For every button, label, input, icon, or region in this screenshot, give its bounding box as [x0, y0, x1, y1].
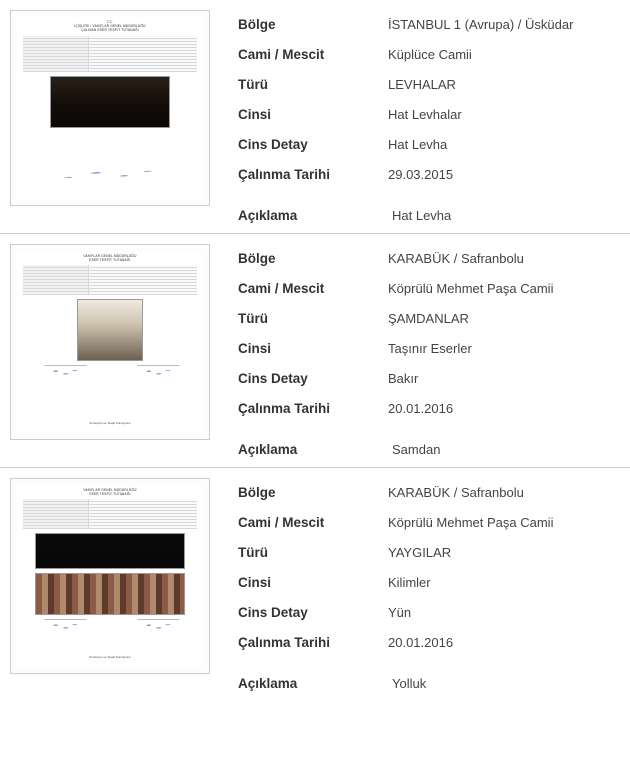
field-label: Bölge	[238, 251, 276, 266]
field-aciklama	[238, 658, 618, 691]
field-value: 29.03.2015	[388, 167, 454, 182]
field-label: Cins Detay	[238, 605, 308, 620]
document-photo-thumbnail[interactable]	[10, 10, 210, 206]
field-turu	[238, 304, 618, 334]
field-aciklama	[238, 190, 618, 223]
field-label: Cins Detay	[238, 371, 308, 386]
field-label: Türü	[238, 77, 268, 92]
field-value: YAYGILAR	[388, 545, 452, 560]
field-value: Köprülü Mehmet Paşa Camii	[388, 515, 554, 530]
record-thumbnail-wrapper	[0, 244, 210, 440]
field-aciklama	[238, 424, 618, 457]
signature-mark	[134, 365, 179, 379]
document-footer-text: Komisyon ve Tespit Komisyonu	[89, 421, 131, 425]
artifact-photo	[35, 533, 185, 569]
document-table-row	[23, 526, 197, 529]
field-cinsi	[238, 568, 618, 598]
field-label: Cami / Mescit	[238, 47, 325, 62]
field-label: Açıklama	[238, 676, 298, 691]
record-fields	[210, 244, 630, 457]
record-fields	[210, 478, 630, 691]
field-cins-detay	[238, 130, 618, 160]
field-label: Cami / Mescit	[238, 281, 325, 296]
record-row	[0, 0, 630, 234]
field-value: ŞAMDANLAR	[388, 311, 469, 326]
record-fields	[210, 10, 630, 223]
field-label: Açıklama	[238, 442, 298, 457]
field-calinma-tarihi	[238, 394, 618, 424]
field-label: Çalınma Tarihi	[238, 167, 331, 182]
document-table-row	[23, 69, 197, 72]
field-calinma-tarihi	[238, 160, 618, 190]
field-value: KARABÜK / Safranbolu	[388, 485, 524, 500]
field-value: LEVHALAR	[388, 77, 456, 92]
field-cins-detay	[238, 364, 618, 394]
field-cami	[238, 508, 618, 538]
field-label: Cami / Mescit	[238, 515, 325, 530]
field-label: Cinsi	[238, 575, 272, 590]
document-heading: VAKIFLAR GENEL MÜDÜRLÜĞÜ ESER TESPİT TUTANAĞI	[83, 488, 137, 497]
field-label: Cinsi	[238, 341, 272, 356]
record-thumbnail-wrapper	[0, 10, 210, 206]
document-table	[17, 36, 203, 72]
field-value: 20.01.2016	[388, 401, 454, 416]
field-value: Yolluk	[392, 676, 427, 691]
field-cinsi	[238, 334, 618, 364]
scanned-document	[17, 251, 203, 433]
field-cinsi	[238, 100, 618, 130]
document-photo-thumbnail[interactable]	[10, 244, 210, 440]
field-value: Taşınır Eserler	[388, 341, 472, 356]
signature-scribble	[47, 159, 188, 188]
document-heading: VAKIFLAR GENEL MÜDÜRLÜĞÜ ESER TESPİT TUTANAĞI	[83, 254, 137, 263]
signature-mark	[41, 365, 86, 379]
record-thumbnail-wrapper	[0, 478, 210, 674]
artifact-photo	[35, 573, 185, 615]
signature-block	[17, 365, 203, 379]
scanned-document	[17, 485, 203, 667]
record-row	[0, 468, 630, 701]
artifact-photo	[50, 76, 170, 128]
field-label: Türü	[238, 545, 268, 560]
signature-mark	[134, 619, 179, 633]
field-label: Cinsi	[238, 107, 272, 122]
scanned-document	[17, 17, 203, 199]
field-value: İSTANBUL 1 (Avrupa) / Üsküdar	[388, 17, 574, 32]
document-table	[17, 499, 203, 529]
field-label: Açıklama	[238, 208, 298, 223]
field-value: KARABÜK / Safranbolu	[388, 251, 524, 266]
signature-block	[17, 619, 203, 633]
record-row	[0, 234, 630, 468]
field-label: Bölge	[238, 485, 276, 500]
field-value: 20.01.2016	[388, 635, 454, 650]
field-label: Cins Detay	[238, 137, 308, 152]
field-bolge	[238, 244, 618, 274]
field-value: Bakır	[388, 371, 419, 386]
field-calinma-tarihi	[238, 628, 618, 658]
field-value: Kilimler	[388, 575, 431, 590]
signature-mark	[41, 619, 86, 633]
field-cami	[238, 40, 618, 70]
field-value: Köprülü Mehmet Paşa Camii	[388, 281, 554, 296]
document-table-row	[23, 292, 197, 295]
field-cami	[238, 274, 618, 304]
field-label: Türü	[238, 311, 268, 326]
document-table	[17, 265, 203, 295]
document-footer-text: Komisyon ve Tespit Komisyonu	[89, 655, 131, 659]
field-value: Yün	[388, 605, 412, 620]
field-value: Samdan	[392, 442, 441, 457]
field-label: Bölge	[238, 17, 276, 32]
field-cins-detay	[238, 598, 618, 628]
field-value: Hat Levha	[392, 208, 452, 223]
artifact-photo	[77, 299, 143, 361]
field-turu	[238, 70, 618, 100]
field-value: Hat Levhalar	[388, 107, 462, 122]
document-heading: T.C. İÇİŞLERİ / VAKIFLAR GENEL MÜDÜRLÜĞÜ ÇALINAN ESER TESPİT TUTANAĞI	[74, 20, 146, 33]
field-value: Küplüce Camii	[388, 47, 472, 62]
document-photo-thumbnail[interactable]	[10, 478, 210, 674]
field-bolge	[238, 478, 618, 508]
field-label: Çalınma Tarihi	[238, 635, 331, 650]
field-value: Hat Levha	[388, 137, 448, 152]
field-label: Çalınma Tarihi	[238, 401, 331, 416]
field-bolge	[238, 10, 618, 40]
field-turu	[238, 538, 618, 568]
